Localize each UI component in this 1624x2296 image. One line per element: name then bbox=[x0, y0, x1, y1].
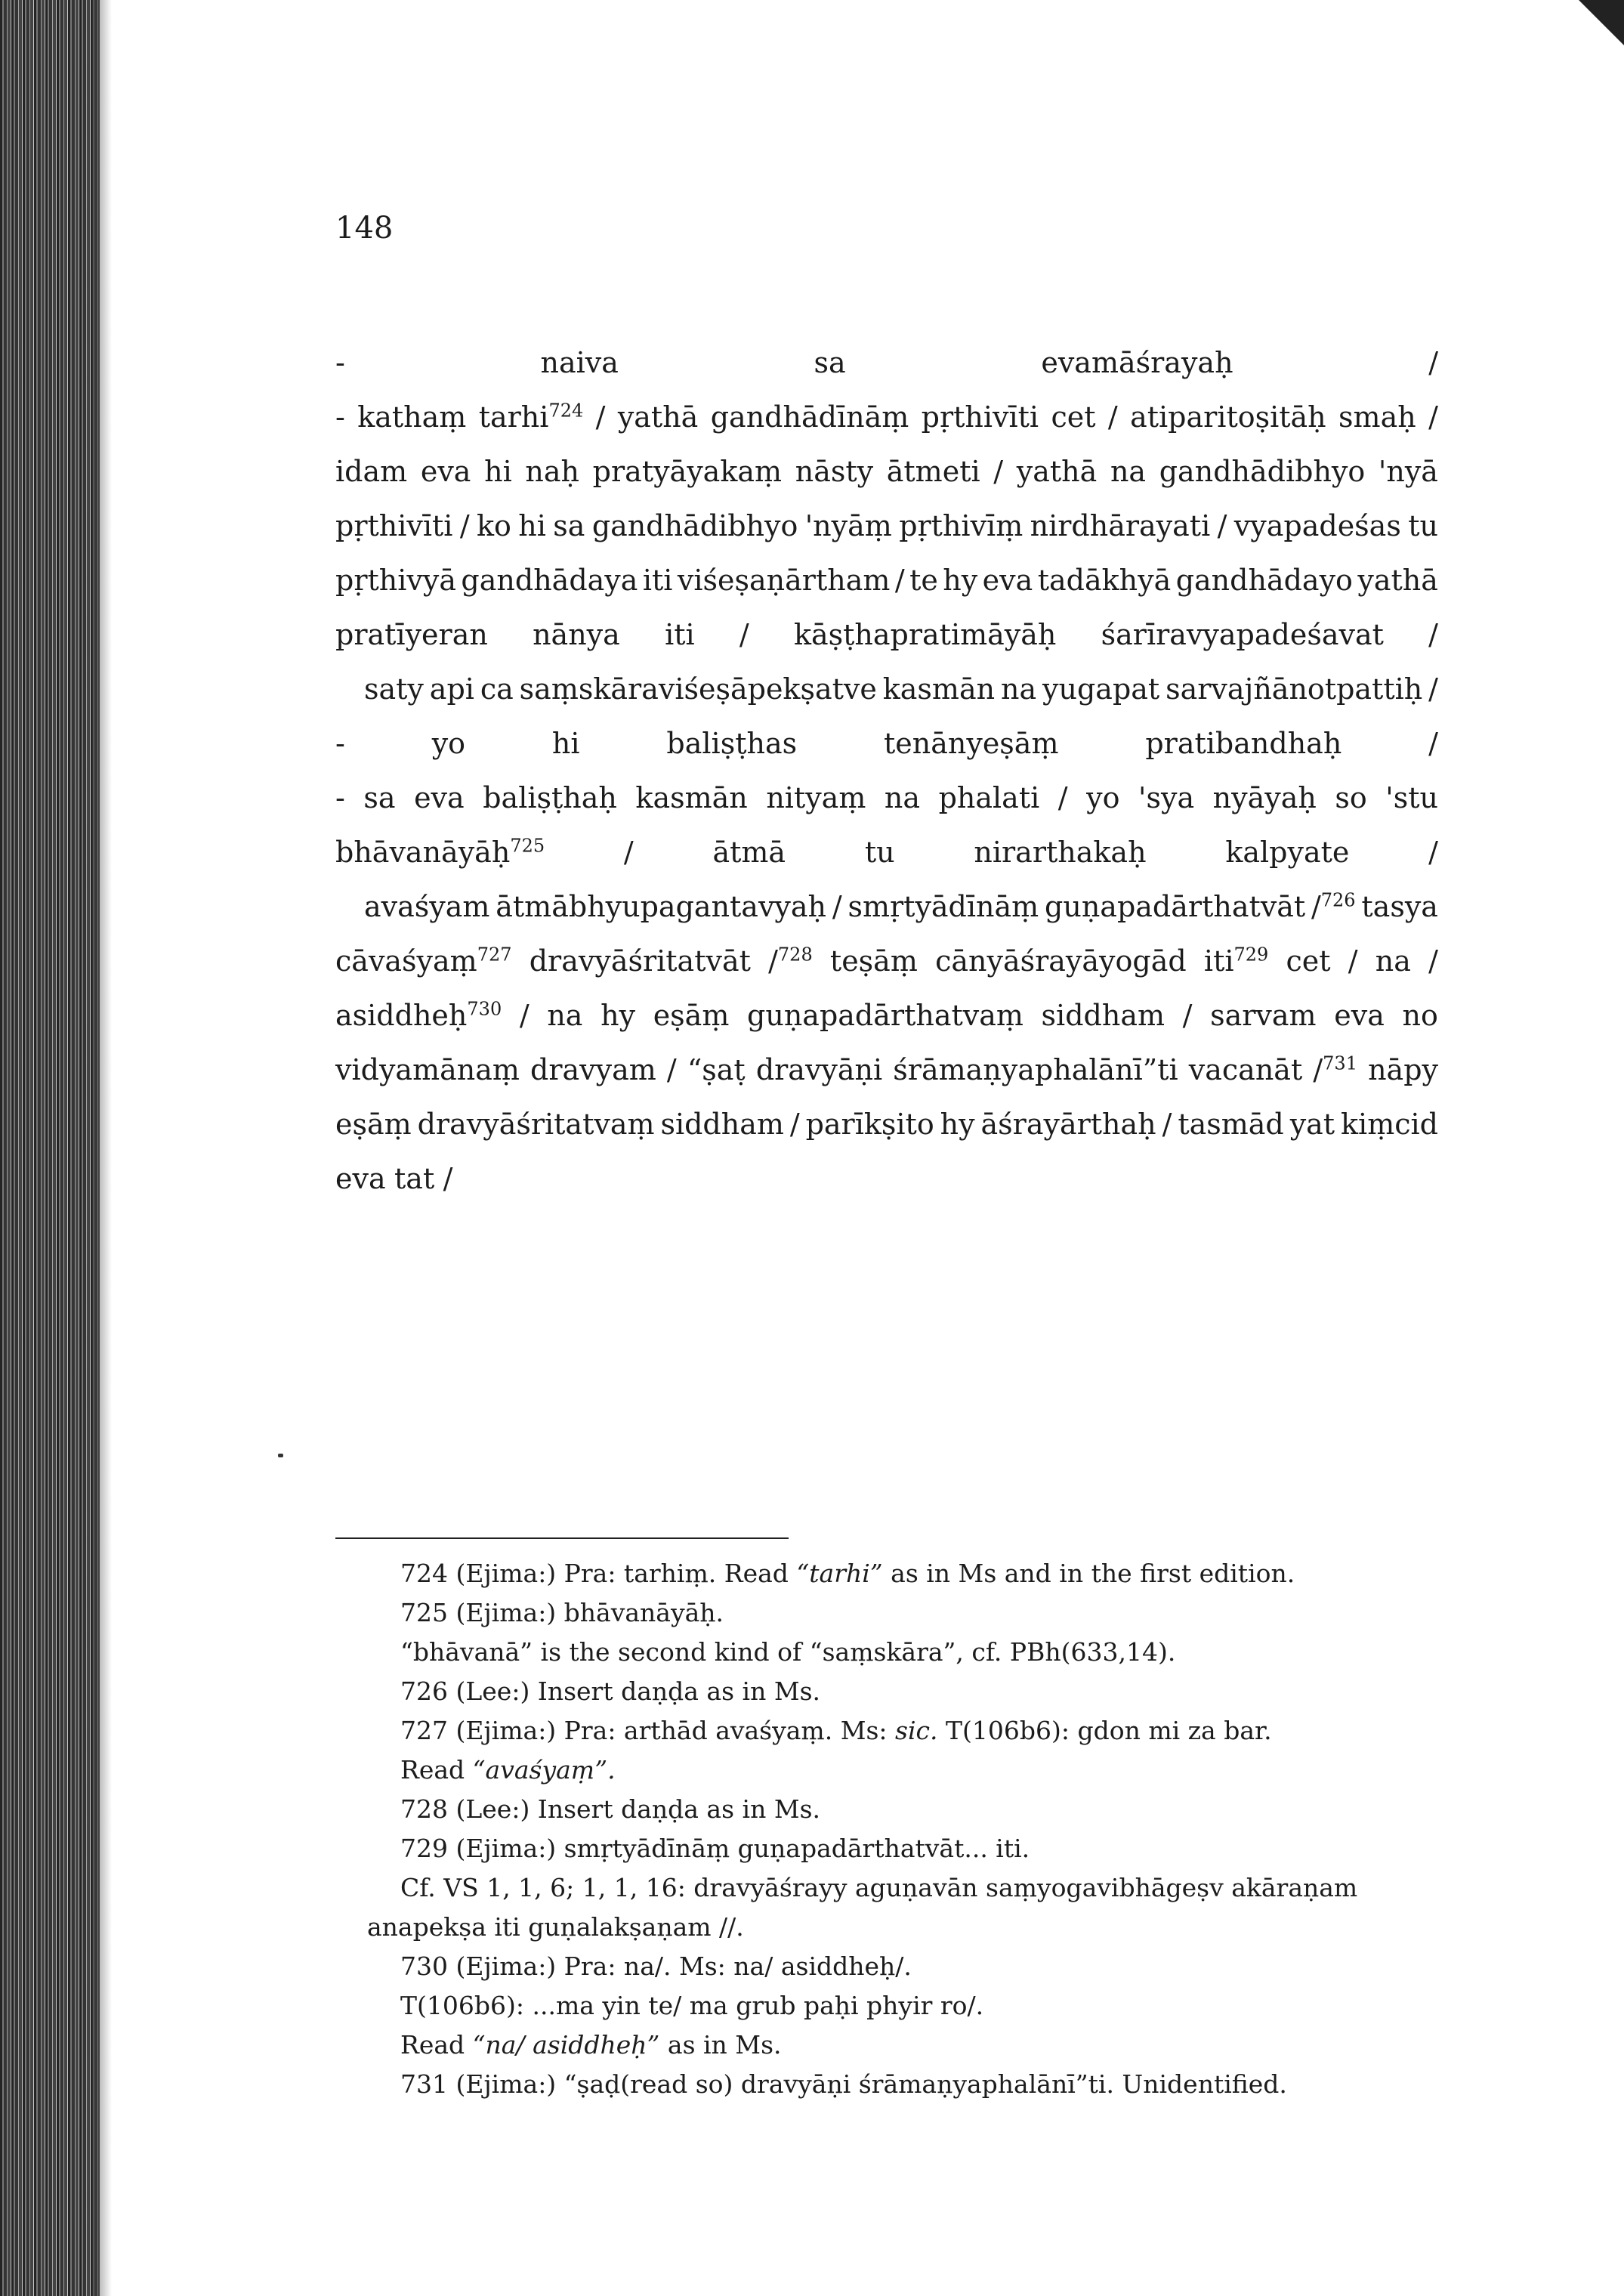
footnote-ref: 724 bbox=[548, 400, 584, 422]
footnote-line: 726 (Lee:) Insert daṇḍa as in Ms. bbox=[400, 1676, 821, 1706]
footnote-ref: 725 bbox=[510, 835, 545, 857]
text-line: asiddheḥ$^{730}$ / na hy eṣāṃ guṇapadārthatvaṃ siddham / sarvam eva no bbox=[335, 998, 1438, 1032]
text-line: bhāvanāyāḥ$^{725}$ / ātmā tu nirarthakaḥ kalpyate / bbox=[335, 835, 1438, 869]
text-line: eṣāṃ dravyāśritatvaṃ siddham / parīkṣito hy āśrayārthaḥ / tasmād yat kiṃcid bbox=[335, 1108, 1438, 1141]
text-line: saty api ca saṃskāraviśeṣāpekṣatve kasmān na yugapat sarvajñānotpattiḥ / bbox=[364, 672, 1438, 706]
text-line: eva tat / bbox=[335, 1162, 453, 1195]
scan-corner-mark bbox=[1579, 0, 1624, 45]
footnote-ref: 731 bbox=[1323, 1052, 1357, 1074]
text-line: pṛthivīti / ko hi sa gandhādibhyo 'nyāṃ pṛthivīṃ nirdhārayati / vyapadeśas tu bbox=[335, 509, 1438, 542]
text-line: pṛthivyā gandhādaya iti viśeṣaṇārtham / te hy eva tadākhyā gandhādayo yathā bbox=[335, 564, 1438, 597]
main-text bbox=[335, 335, 1438, 1206]
text-line: - naiva sa evamāśrayaḥ / bbox=[335, 346, 1438, 379]
footnote-line: anapekṣa iti guṇalakṣaṇam //. bbox=[367, 1912, 744, 1942]
footnote-line: T(106b6): ...ma yin te/ ma grub paḥi phyir ro/. bbox=[400, 1991, 984, 2020]
footnote-line: 725 (Ejima:) bhāvanāyāḥ. bbox=[400, 1598, 724, 1627]
footnote-ref: 730 bbox=[467, 998, 502, 1020]
footnote-ref: 726 bbox=[1320, 889, 1356, 911]
footnote-line: Read “na/ asiddheḥ” as in Ms. bbox=[400, 2030, 782, 2060]
footnote-line: 729 (Ejima:) smṛtyādīnāṃ guṇapadārthatvāt... iti. bbox=[400, 1834, 1030, 1863]
footnote-ref: 727 bbox=[477, 944, 512, 966]
text-line: - sa eva baliṣṭhaḥ kasmān nityaṃ na phalati / yo 'sya nyāyaḥ so 'stu bbox=[335, 781, 1438, 814]
footnotes bbox=[335, 1554, 1393, 2104]
text-line: cāvaśyaṃ$^{727}$ dravyāśritatvāt /$^{728}$ teṣāṃ cānyāśrayāyogād iti$^{729}$ cet / na / bbox=[335, 944, 1438, 978]
footnote-line: 728 (Lee:) Insert daṇḍa as in Ms. bbox=[400, 1794, 821, 1824]
text-line: - kathaṃ tarhi$^{724}$ / yathā gandhādīnāṃ pṛthivīti cet / atiparitoṣitāḥ smaḥ / bbox=[335, 400, 1438, 434]
footnote-separator bbox=[335, 1537, 789, 1539]
footnote-line: 727 (Ejima:) Pra: arthād avaśyaṃ. Ms: sic. T(106b6): gdon mi za bar. bbox=[400, 1716, 1272, 1745]
text-line: pratīyeran nānya iti / kāṣṭhapratimāyāḥ śarīravyapadeśavat / bbox=[335, 618, 1438, 651]
book-binding-edge bbox=[0, 0, 100, 2296]
footnote-line: Read “avaśyaṃ”. bbox=[400, 1755, 616, 1785]
page-number: 148 bbox=[335, 211, 394, 246]
footnote-ref: 728 bbox=[777, 944, 813, 966]
text-line: avaśyam ātmābhyupagantavyaḥ / smṛtyādīnāṃ guṇapadārthatvāt /$^{726}$ tasya bbox=[364, 889, 1438, 923]
text-line: - yo hi baliṣṭhas tenānyeṣāṃ pratibandhaḥ / bbox=[335, 727, 1438, 760]
footnote-line: 731 (Ejima:) “ṣaḍ(read so) dravyāṇi śrāmaṇyaphalānī”ti. Unidentified. bbox=[400, 2069, 1287, 2099]
binding-shadow bbox=[92, 0, 112, 2296]
footnote-ref: 729 bbox=[1233, 944, 1269, 966]
text-line: vidyamānaṃ dravyam / “ṣaṭ dravyāṇi śrāmaṇyaphalānī”ti vacanāt /$^{731}$ nāpy bbox=[335, 1052, 1438, 1086]
text-line: idam eva hi naḥ pratyāyakaṃ nāsty ātmeti / yathā na gandhādibhyo 'nyā bbox=[335, 455, 1438, 488]
scan-speck bbox=[278, 1454, 283, 1457]
footnote-line: “bhāvanā” is the second kind of “saṃskāra”, cf. PBh(633,14). bbox=[400, 1637, 1176, 1667]
footnote-line: 730 (Ejima:) Pra: na/. Ms: na/ asiddheḥ/. bbox=[400, 1951, 912, 1981]
footnote-line: 724 (Ejima:) Pra: tarhiṃ. Read “tarhi” as in Ms and in the first edition. bbox=[400, 1559, 1295, 1588]
footnote-line: Cf. VS 1, 1, 6; 1, 1, 16: dravyāśrayy aguṇavān saṃyogavibhāgeṣv akāraṇam bbox=[400, 1873, 1358, 1902]
